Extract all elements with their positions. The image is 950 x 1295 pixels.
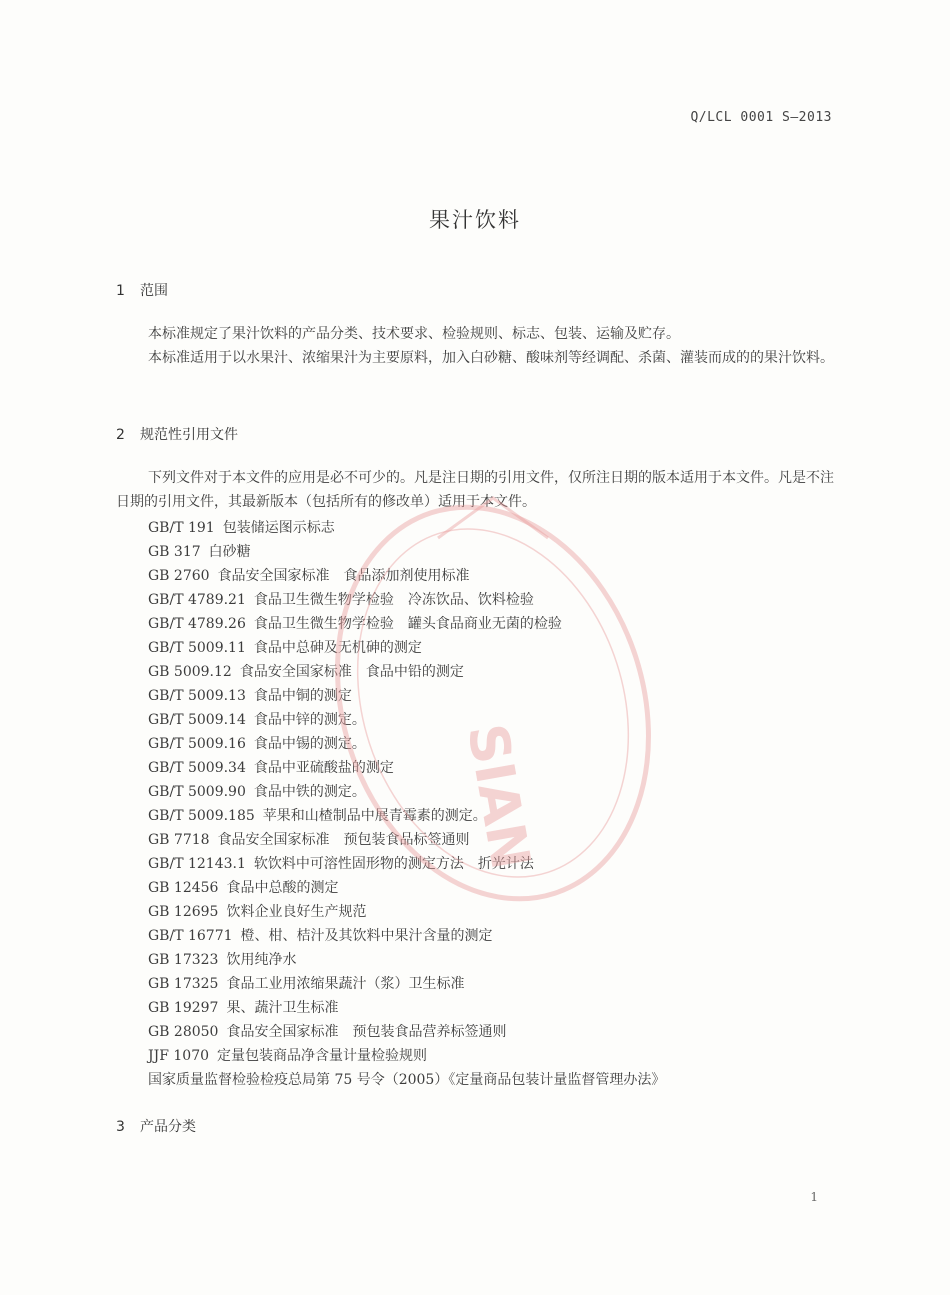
reference-title: 食品中锡的测定。 xyxy=(253,736,366,752)
reference-item xyxy=(148,708,665,732)
reference-code: GB 317 xyxy=(148,544,201,560)
reference-code: GB 17325 xyxy=(148,976,219,992)
reference-title: 《定量商品包装计量监督管理办法》 xyxy=(448,1072,666,1088)
reference-code: GB/T 5009.11 xyxy=(148,640,246,656)
reference-title: 定量包装商品净含量计量检验规则 xyxy=(217,1048,428,1064)
section-3-heading xyxy=(116,1116,196,1136)
section-1-heading xyxy=(116,280,168,300)
page-number: 1 xyxy=(810,1190,818,1204)
reference-item xyxy=(148,972,665,996)
reference-code: GB/T 5009.14 xyxy=(148,712,246,728)
reference-item xyxy=(148,924,665,948)
section-number: 3 xyxy=(116,1119,125,1135)
reference-title: 白砂糖 xyxy=(208,544,251,560)
reference-code: GB 12695 xyxy=(148,904,219,920)
reference-title: 橙、柑、桔汁及其饮料中果汁含量的测定 xyxy=(240,928,493,944)
reference-item xyxy=(148,1044,665,1068)
section-number: 2 xyxy=(116,427,125,443)
reference-item xyxy=(148,756,665,780)
reference-code: GB 12456 xyxy=(148,880,219,896)
document-code: Q/LCL 0001 S—2013 xyxy=(690,110,832,125)
reference-item xyxy=(148,660,665,684)
scope-paragraph-2: 本标准适用于以水果汁、浓缩果汁为主要原料，加入白砂糖、酸味剂等经调配、杀菌、灌装而成的的果汁饮料。 xyxy=(148,350,834,366)
reference-item xyxy=(148,948,665,972)
reference-title: 饮料企业良好生产规范 xyxy=(226,904,367,920)
reference-item xyxy=(148,804,665,828)
reference-item xyxy=(148,684,665,708)
reference-title: 食品工业用浓缩果蔬汁（浆）卫生标准 xyxy=(226,976,465,992)
reference-title: 食品中锌的测定。 xyxy=(253,712,366,728)
reference-code: GB 7718 xyxy=(148,832,210,848)
reference-title: 软饮料中可溶性固形物的测定方法 折光计法 xyxy=(253,856,534,872)
reference-title: 饮用纯净水 xyxy=(226,952,297,968)
reference-title: 食品中亚硫酸盐的测定 xyxy=(253,760,394,776)
reference-title: 果、蔬汁卫生标准 xyxy=(226,1000,339,1016)
section-2-heading xyxy=(116,424,238,444)
reference-title: 食品卫生微生物学检验 罐头食品商业无菌的检验 xyxy=(253,616,562,632)
reference-item xyxy=(148,516,665,540)
reference-code: GB 17323 xyxy=(148,952,219,968)
reference-item xyxy=(148,828,665,852)
reference-code: GB 28050 xyxy=(148,1024,219,1040)
reference-item xyxy=(148,564,665,588)
reference-code: 国家质量监督检验检疫总局第 75 号令（2005） xyxy=(148,1072,449,1088)
reference-item xyxy=(148,780,665,804)
reference-code: GB/T 5009.34 xyxy=(148,760,246,776)
reference-item xyxy=(148,996,665,1020)
reference-code: GB/T 16771 xyxy=(148,928,233,944)
reference-title: 食品中总砷及无机砷的测定 xyxy=(253,640,422,656)
reference-item xyxy=(148,540,665,564)
section-title: 范围 xyxy=(140,283,168,299)
reference-item xyxy=(148,612,665,636)
reference-code: GB/T 5009.13 xyxy=(148,688,246,704)
reference-code: GB/T 12143.1 xyxy=(148,856,246,872)
scope-paragraph-1: 本标准规定了果汁饮料的产品分类、技术要求、检验规则、标志、包装、运输及贮存。 xyxy=(148,326,680,342)
reference-code: JJF 1070 xyxy=(148,1048,210,1064)
reference-item xyxy=(148,636,665,660)
reference-item xyxy=(148,1020,665,1044)
reference-code: GB 2760 xyxy=(148,568,210,584)
reference-item xyxy=(148,588,665,612)
section-number: 1 xyxy=(116,283,125,299)
reference-code: GB/T 191 xyxy=(148,520,215,536)
reference-code: GB/T 5009.90 xyxy=(148,784,246,800)
normative-references-list xyxy=(148,516,665,1092)
reference-title: 食品安全国家标准 食品中铅的测定 xyxy=(239,664,464,680)
reference-title: 食品安全国家标准 预包装食品标签通则 xyxy=(217,832,470,848)
reference-title: 食品中总酸的测定 xyxy=(226,880,339,896)
reference-title: 苹果和山楂制品中展青霉素的测定。 xyxy=(262,808,487,824)
reference-title: 食品中铁的测定。 xyxy=(253,784,366,800)
reference-title: 食品安全国家标准 食品添加剂使用标准 xyxy=(217,568,470,584)
reference-code: GB 19297 xyxy=(148,1000,219,1016)
stamp-lettering: SIAN xyxy=(455,719,543,875)
reference-item xyxy=(148,852,665,876)
reference-title: 食品安全国家标准 预包装食品营养标签通则 xyxy=(226,1024,507,1040)
reference-title: 食品卫生微生物学检验 冷冻饮品、饮料检验 xyxy=(253,592,534,608)
reference-code: GB 5009.12 xyxy=(148,664,232,680)
document-title: 果汁饮料 xyxy=(429,208,521,232)
reference-title: 包装储运图示标志 xyxy=(222,520,335,536)
reference-item xyxy=(148,876,665,900)
references-intro-paragraph: 下列文件对于本文件的应用是必不可少的。凡是注日期的引用文件，仅所注日期的版本适用于本文件。凡是不注日期的引用文件，其最新版本（包括所有的修改单）适用于本文件。 xyxy=(116,470,834,510)
reference-item xyxy=(148,732,665,756)
reference-item xyxy=(148,1068,665,1092)
section-title: 产品分类 xyxy=(140,1119,196,1135)
reference-code: GB/T 5009.185 xyxy=(148,808,255,824)
reference-code: GB/T 4789.26 xyxy=(148,616,246,632)
section-title: 规范性引用文件 xyxy=(140,427,238,443)
reference-code: GB/T 4789.21 xyxy=(148,592,246,608)
reference-code: GB/T 5009.16 xyxy=(148,736,246,752)
reference-item xyxy=(148,900,665,924)
reference-title: 食品中铜的测定 xyxy=(253,688,352,704)
